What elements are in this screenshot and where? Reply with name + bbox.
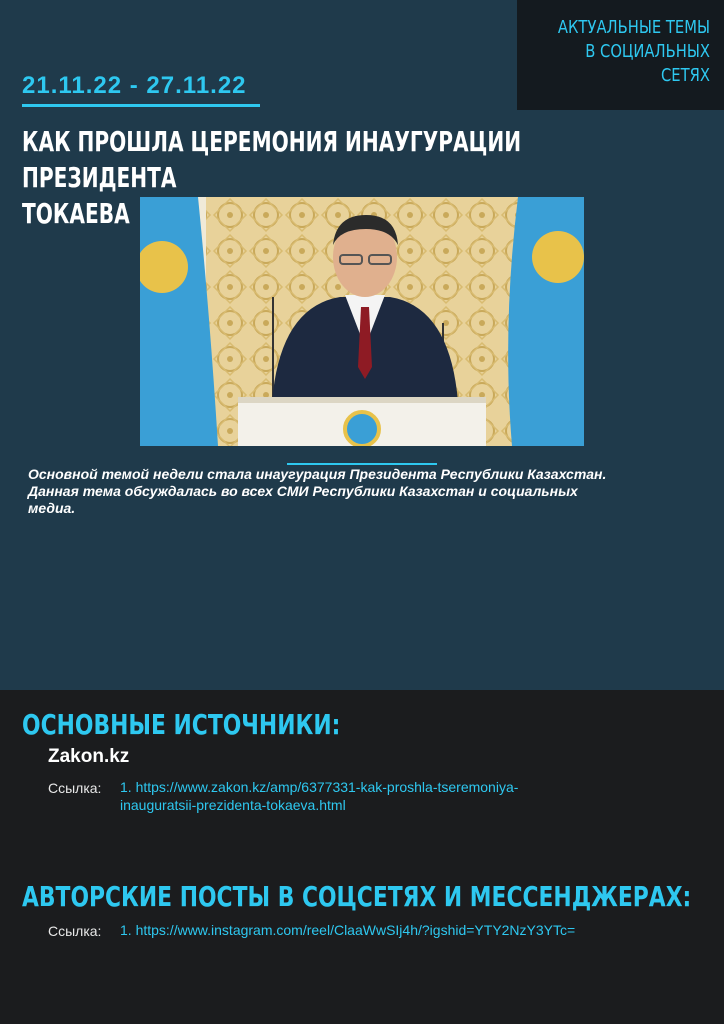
source-name: Zakon.kz — [48, 746, 130, 767]
description-divider — [287, 463, 437, 465]
description-line: медиа. — [28, 500, 76, 516]
title-line: ТОКАЕВА — [22, 197, 130, 230]
author-posts-heading: АВТОРСКИЕ ПОСТЫ В СОЦСЕТЯХ И МЕССЕНДЖЕРАХ: — [22, 880, 692, 913]
source-link-label: Ссылка: — [48, 780, 102, 796]
author-link-label: Ссылка: — [48, 923, 102, 939]
author-post-link[interactable]: 1. https://www.instagram.com/reel/ClaaWwSIj4h/?igshid=YTY2NzY3YTc= — [120, 922, 576, 938]
topic-tag-line: В СОЦИАЛЬНЫХ — [585, 41, 710, 62]
description — [28, 466, 708, 517]
topic-tag-line: СЕТЯХ — [660, 65, 710, 86]
date-underline — [22, 104, 260, 107]
title-line: КАК ПРОШЛА ЦЕРЕМОНИЯ ИНАУГУРАЦИИ ПРЕЗИДЕНТА — [22, 125, 522, 194]
topic-tag-box — [517, 0, 724, 110]
source-link[interactable] — [120, 778, 518, 814]
president-photo — [140, 197, 584, 446]
description-line: Данная тема обсуждалась во всех СМИ Республики Казахстан и социальных — [28, 483, 578, 499]
source-link-line[interactable]: inauguratsii-prezidenta-tokaeva.html — [120, 797, 346, 813]
topic-tag-line: АКТУАЛЬНЫЕ ТЕМЫ — [557, 17, 710, 38]
date-range: 21.11.22 - 27.11.22 — [22, 72, 247, 99]
sources-heading: ОСНОВНЫЕ ИСТОЧНИКИ: — [22, 708, 341, 741]
description-line: Основной темой недели стала инаугурация Президента Республики Казахстан. — [28, 466, 607, 482]
source-link-line[interactable]: 1. https://www.zakon.kz/amp/6377331-kak-proshla-tseremoniya- — [120, 779, 519, 795]
